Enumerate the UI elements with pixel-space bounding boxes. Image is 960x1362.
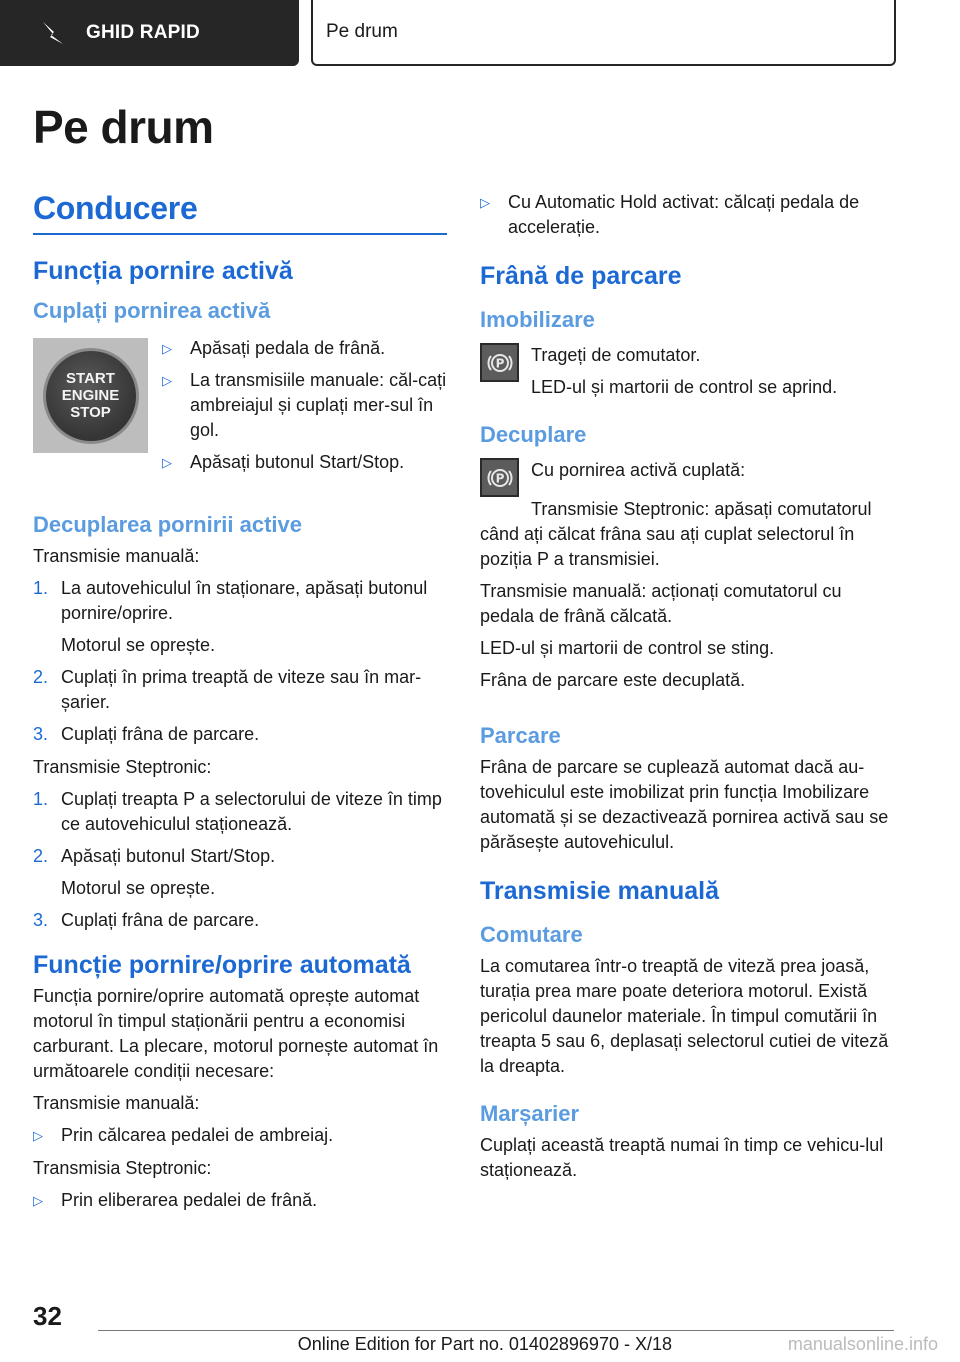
list-item: ▷ Prin călcarea pedalei de ambreiaj. xyxy=(33,1123,447,1148)
quick-guide-tab[interactable] xyxy=(0,0,299,66)
list-item: 3. Cuplați frâna de parcare. xyxy=(33,910,260,930)
right-column xyxy=(480,190,898,1190)
stop-label: STOP xyxy=(70,404,111,421)
heading-immobilize: Imobilizare xyxy=(480,307,595,332)
engage-list xyxy=(162,336,447,482)
shifting-text: La comutarea într-o treaptă de viteză prea joasă, turația prea mare poate deteriora motorul. Există pericolul daunelor materiale. În timpul comutării în treapta 5 sau 6, deplasați selectorul cutiei de viteză la dreapta. xyxy=(480,956,889,1076)
subsection-title-start: Funcția pornire activă xyxy=(33,257,293,285)
engine-label: ENGINE xyxy=(61,387,120,404)
reverse-text: Cuplați această treaptă numai în timp ce vehicu-lul staționează. xyxy=(480,1135,884,1180)
edition-text: Online Edition for Part no. 01402896970 - X/18 xyxy=(297,1334,672,1354)
parking-brake-symbol-icon xyxy=(485,348,515,378)
left-column xyxy=(33,190,447,1221)
list-item: 3. Cuplați frâna de parcare. xyxy=(33,724,260,744)
breadcrumb xyxy=(311,0,896,66)
start-stop-button-icon xyxy=(43,348,139,444)
parking-brake-icon xyxy=(480,343,519,382)
autostop-steptronic-label: Transmisia Steptronic: xyxy=(33,1158,212,1178)
triangle-bullet-icon: ▷ xyxy=(162,455,172,470)
manual-label: Transmisie manuală: xyxy=(33,546,200,566)
watermark-text: manualsonline.info xyxy=(787,1334,938,1354)
parking-brake-icon xyxy=(480,458,519,497)
subsection-title-manual: Transmisie manuală xyxy=(480,877,720,905)
subsection-title-autostop: Funcție pornire/oprire automată xyxy=(33,951,411,979)
section-title-driving: Conducere xyxy=(33,190,447,235)
start-label: START xyxy=(66,370,115,387)
svg-text:P: P xyxy=(495,356,504,370)
parking-brake-symbol-icon xyxy=(485,463,515,493)
page-footer xyxy=(0,1290,960,1362)
page-title: Pe drum xyxy=(33,101,214,153)
release-text: Cu pornirea activă cuplată: xyxy=(531,460,746,480)
steptronic-label: Transmisie Steptronic: xyxy=(33,757,212,777)
page-header xyxy=(0,0,960,66)
heading-engage: Cuplați pornirea activă xyxy=(33,298,271,323)
heading-parking: Parcare xyxy=(480,723,561,748)
manual-steps xyxy=(33,576,447,747)
list-item: 2. Apăsați butonul Start/Stop. Motorul se oprește. xyxy=(33,846,276,898)
triangle-bullet-icon: ▷ xyxy=(480,195,490,210)
page-number: 32 xyxy=(33,1301,62,1331)
list-item: 2. Cuplați în prima treaptă de viteze sau în mar-șarier. xyxy=(33,667,422,712)
quick-guide-icon xyxy=(40,20,66,46)
release-steptronic: Transmisie Steptronic: apăsați comutatorul când ați călcat frâna sau ați cuplat selectorul în poziția P a transmisiei. xyxy=(480,499,872,569)
autostop-manual-list xyxy=(33,1123,447,1148)
start-stop-button-image xyxy=(33,338,148,453)
triangle-bullet-icon: ▷ xyxy=(162,341,172,356)
immobilize-block xyxy=(480,343,898,400)
autostop-steptronic-list xyxy=(33,1188,447,1213)
list-item: 1. La autovehiculul în staționare, apăsați butonul pornire/oprire. Motorul se oprește. xyxy=(33,578,428,655)
steptronic-steps xyxy=(33,787,447,933)
breadcrumb-label: Pe drum xyxy=(326,21,398,42)
heading-disengage: Decuplarea pornirii active xyxy=(33,512,302,537)
list-item: ▷ Apăsați butonul Start/Stop. xyxy=(162,450,447,475)
release-done: Frâna de parcare este decuplată. xyxy=(480,670,746,690)
heading-shifting: Comutare xyxy=(480,922,583,947)
list-item: ▷ Prin eliberarea pedalei de frână. xyxy=(33,1188,447,1213)
list-item: 1. Cuplați treapta P a selectorului de viteze în timp ce autovehiculul staționează. xyxy=(33,789,442,834)
autohold-list xyxy=(480,190,898,240)
list-item: ▷ La transmisiile manuale: căl-cați ambreiajul și cuplați mer-sul în gol. xyxy=(162,370,447,440)
release-manual: Transmisie manuală: acționați comutatorul cu pedala de frână călcată. xyxy=(480,581,842,626)
quick-guide-label: GHID RAPID xyxy=(86,22,200,43)
triangle-bullet-icon: ▷ xyxy=(162,373,172,388)
heading-reverse: Marșarier xyxy=(480,1101,580,1126)
triangle-bullet-icon: ▷ xyxy=(33,1193,43,1208)
engage-block xyxy=(33,338,447,490)
autostop-intro: Funcția pornire/oprire automată oprește automat motorul în timpul staționării pentru a economisi carburant. La plecare, motorul pornește automat în următoarele condiții necesare: xyxy=(33,986,439,1081)
autostop-manual-label: Transmisie manuală: xyxy=(33,1093,200,1113)
heading-release: Decuplare xyxy=(480,422,587,447)
parking-text: Frâna de parcare se cuplează automat dacă au-tovehiculul este imobilizat prin funcția Imobilizare automată și se dezactivează pornirea activă sau se părăsește autovehiculul. xyxy=(480,757,889,852)
list-item: ▷ Apăsați pedala de frână. xyxy=(162,336,447,361)
release-led: LED-ul și martorii de control se sting. xyxy=(480,638,775,658)
release-block xyxy=(480,458,898,497)
triangle-bullet-icon: ▷ xyxy=(33,1128,43,1143)
list-item: ▷ Cu Automatic Hold activat: călcați pedala de accelerație. xyxy=(480,192,860,237)
svg-text:P: P xyxy=(495,471,504,485)
footer-divider xyxy=(98,1330,894,1331)
immobilize-text: Trageți de comutator. LED-ul și martorii de control se aprind. xyxy=(531,345,838,397)
subsection-title-parking-brake: Frână de parcare xyxy=(480,262,682,290)
